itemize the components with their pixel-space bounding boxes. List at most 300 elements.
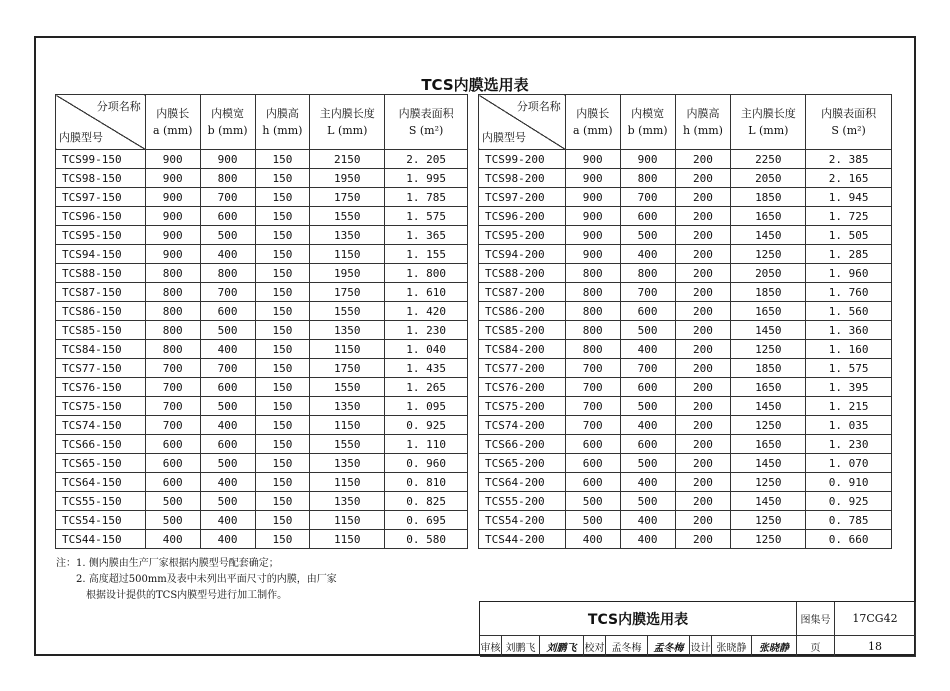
value-cell: 1150	[310, 416, 385, 435]
value-cell: 150	[255, 264, 310, 283]
table-row	[56, 492, 468, 511]
reviewer-name: 刘鹏飞	[502, 636, 540, 657]
value-cell: 1. 070	[806, 454, 892, 473]
value-cell: 600	[565, 454, 620, 473]
value-cell: 700	[145, 359, 200, 378]
model-cell: TCS65-150	[56, 454, 146, 473]
value-cell: 200	[675, 169, 731, 188]
table-title: TCS内膜选用表	[421, 76, 529, 94]
diagonal-header-cell	[479, 95, 566, 150]
value-cell: 400	[200, 473, 255, 492]
value-cell: 800	[565, 302, 620, 321]
value-cell: 200	[675, 530, 731, 549]
value-cell: 0. 580	[385, 530, 468, 549]
model-cell: TCS75-200	[479, 397, 566, 416]
model-cell: TCS95-150	[56, 226, 146, 245]
title-block	[479, 601, 915, 656]
value-cell: 1350	[310, 321, 385, 340]
value-cell: 1850	[731, 283, 806, 302]
column-header-name: 内膜长	[576, 107, 610, 120]
model-label: 内膜型号	[482, 131, 526, 144]
value-cell: 500	[620, 454, 675, 473]
value-cell: 900	[145, 226, 200, 245]
value-cell: 700	[620, 283, 675, 302]
model-cell: TCS86-200	[479, 302, 566, 321]
model-cell: TCS44-200	[479, 530, 566, 549]
value-cell: 1. 505	[806, 226, 892, 245]
value-cell: 800	[620, 169, 675, 188]
value-cell: 500	[620, 226, 675, 245]
value-cell: 700	[565, 378, 620, 397]
table-row	[479, 454, 892, 473]
value-cell: 1450	[731, 454, 806, 473]
table-row	[56, 150, 468, 169]
model-cell: TCS96-200	[479, 207, 566, 226]
value-cell: 900	[565, 169, 620, 188]
value-cell: 200	[675, 188, 731, 207]
value-cell: 200	[675, 435, 731, 454]
value-cell: 150	[255, 492, 310, 511]
value-cell: 1650	[731, 302, 806, 321]
value-cell: 500	[200, 397, 255, 416]
value-cell: 1950	[310, 264, 385, 283]
model-cell: TCS55-200	[479, 492, 566, 511]
value-cell: 400	[565, 530, 620, 549]
model-cell: TCS77-150	[56, 359, 146, 378]
value-cell: 800	[620, 264, 675, 283]
value-cell: 1550	[310, 302, 385, 321]
column-header-name: 内模宽	[631, 107, 665, 120]
model-cell: TCS74-150	[56, 416, 146, 435]
value-cell: 1350	[310, 454, 385, 473]
column-header-unit: S (m²)	[408, 124, 444, 137]
value-cell: 1. 785	[385, 188, 468, 207]
model-cell: TCS98-200	[479, 169, 566, 188]
value-cell: 1650	[731, 207, 806, 226]
value-cell: 150	[255, 378, 310, 397]
value-cell: 1. 095	[385, 397, 468, 416]
value-cell: 0. 925	[806, 492, 892, 511]
value-cell: 150	[255, 226, 310, 245]
value-cell: 150	[255, 207, 310, 226]
value-cell: 1. 725	[806, 207, 892, 226]
value-cell: 900	[145, 169, 200, 188]
value-cell: 1650	[731, 378, 806, 397]
design-label: 设计	[690, 636, 712, 657]
value-cell: 150	[255, 302, 310, 321]
table-row	[56, 226, 468, 245]
value-cell: 1. 960	[806, 264, 892, 283]
column-header	[731, 95, 806, 150]
checker-name: 孟冬梅	[606, 636, 648, 657]
table-row	[479, 473, 892, 492]
column-header-unit: L (mm)	[327, 124, 368, 137]
value-cell: 800	[200, 264, 255, 283]
value-cell: 1450	[731, 226, 806, 245]
value-cell: 200	[675, 207, 731, 226]
value-cell: 200	[675, 454, 731, 473]
value-cell: 1250	[731, 473, 806, 492]
table-row	[56, 473, 468, 492]
model-cell: TCS85-200	[479, 321, 566, 340]
value-cell: 150	[255, 511, 310, 530]
header-row	[479, 95, 892, 150]
value-cell: 900	[145, 188, 200, 207]
table-row	[479, 378, 892, 397]
value-cell: 800	[565, 283, 620, 302]
value-cell: 400	[200, 511, 255, 530]
value-cell: 0. 960	[385, 454, 468, 473]
value-cell: 600	[620, 302, 675, 321]
value-cell: 900	[565, 226, 620, 245]
page-number: 18	[835, 636, 916, 657]
table-row	[56, 530, 468, 549]
value-cell: 400	[620, 340, 675, 359]
table-row	[479, 416, 892, 435]
value-cell: 700	[145, 397, 200, 416]
column-header-unit: a (mm)	[572, 124, 613, 137]
column-header-unit: b (mm)	[627, 124, 668, 137]
notes	[56, 556, 337, 604]
check-label: 校对	[584, 636, 606, 657]
value-cell: 800	[145, 283, 200, 302]
review-label: 审核	[480, 636, 502, 657]
value-cell: 700	[565, 359, 620, 378]
value-cell: 1. 435	[385, 359, 468, 378]
value-cell: 600	[145, 435, 200, 454]
column-header	[200, 95, 255, 150]
table-row	[56, 378, 468, 397]
value-cell: 0. 925	[385, 416, 468, 435]
value-cell: 150	[255, 188, 310, 207]
value-cell: 800	[565, 264, 620, 283]
value-cell: 1250	[731, 416, 806, 435]
value-cell: 600	[145, 473, 200, 492]
value-cell: 1150	[310, 245, 385, 264]
column-header-name: 内膜高	[265, 107, 299, 120]
value-cell: 500	[620, 492, 675, 511]
value-cell: 150	[255, 169, 310, 188]
column-header-name: 内膜表面积	[821, 107, 877, 120]
table-row	[56, 302, 468, 321]
value-cell: 400	[620, 473, 675, 492]
value-cell: 200	[675, 397, 731, 416]
model-cell: TCS99-150	[56, 150, 146, 169]
model-cell: TCS74-200	[479, 416, 566, 435]
column-header	[385, 95, 468, 150]
value-cell: 150	[255, 435, 310, 454]
value-cell: 0. 810	[385, 473, 468, 492]
value-cell: 900	[565, 207, 620, 226]
model-cell: TCS66-200	[479, 435, 566, 454]
table-row	[479, 169, 892, 188]
value-cell: 400	[620, 245, 675, 264]
value-cell: 700	[565, 416, 620, 435]
column-header-name: 内膜长	[156, 107, 190, 120]
value-cell: 500	[200, 321, 255, 340]
column-header-unit: h (mm)	[682, 124, 723, 137]
value-cell: 800	[145, 321, 200, 340]
value-cell: 200	[675, 473, 731, 492]
table-row	[479, 530, 892, 549]
table-row	[56, 245, 468, 264]
model-cell: TCS85-150	[56, 321, 146, 340]
table-row	[56, 169, 468, 188]
value-cell: 1250	[731, 530, 806, 549]
value-cell: 1250	[731, 245, 806, 264]
table-row	[56, 511, 468, 530]
value-cell: 800	[200, 169, 255, 188]
value-cell: 150	[255, 150, 310, 169]
value-cell: 1250	[731, 511, 806, 530]
value-cell: 1450	[731, 321, 806, 340]
value-cell: 700	[200, 283, 255, 302]
value-cell: 900	[200, 150, 255, 169]
column-header-unit: L (mm)	[748, 124, 789, 137]
column-header-unit: b (mm)	[207, 124, 248, 137]
value-cell: 150	[255, 245, 310, 264]
value-cell: 500	[200, 454, 255, 473]
value-cell: 500	[565, 492, 620, 511]
value-cell: 600	[200, 378, 255, 397]
value-cell: 1150	[310, 530, 385, 549]
model-cell: TCS88-150	[56, 264, 146, 283]
model-cell: TCS87-200	[479, 283, 566, 302]
table-row	[479, 435, 892, 454]
value-cell: 700	[200, 188, 255, 207]
value-cell: 1650	[731, 435, 806, 454]
reviewer-signature: 刘鹏飞	[540, 636, 584, 657]
value-cell: 400	[200, 245, 255, 264]
value-cell: 1. 155	[385, 245, 468, 264]
value-cell: 0. 695	[385, 511, 468, 530]
table-row	[479, 511, 892, 530]
value-cell: 2. 205	[385, 150, 468, 169]
left-spec-table	[55, 94, 468, 549]
model-cell: TCS88-200	[479, 264, 566, 283]
value-cell: 1150	[310, 473, 385, 492]
column-header	[565, 95, 620, 150]
value-cell: 700	[145, 378, 200, 397]
table-row	[56, 416, 468, 435]
value-cell: 200	[675, 245, 731, 264]
table-row	[479, 150, 892, 169]
value-cell: 1950	[310, 169, 385, 188]
value-cell: 1. 230	[385, 321, 468, 340]
value-cell: 2050	[731, 264, 806, 283]
value-cell: 800	[565, 321, 620, 340]
value-cell: 0. 910	[806, 473, 892, 492]
value-cell: 200	[675, 264, 731, 283]
table-row	[479, 340, 892, 359]
designer-name: 张晓静	[712, 636, 752, 657]
model-cell: TCS76-150	[56, 378, 146, 397]
value-cell: 1550	[310, 378, 385, 397]
model-cell: TCS86-150	[56, 302, 146, 321]
table-row	[56, 454, 468, 473]
value-cell: 900	[620, 150, 675, 169]
value-cell: 1. 110	[385, 435, 468, 454]
value-cell: 1550	[310, 207, 385, 226]
value-cell: 150	[255, 454, 310, 473]
column-header	[806, 95, 892, 150]
model-cell: TCS94-200	[479, 245, 566, 264]
value-cell: 700	[620, 188, 675, 207]
value-cell: 700	[620, 359, 675, 378]
value-cell: 200	[675, 416, 731, 435]
value-cell: 1350	[310, 397, 385, 416]
column-header-name: 内模宽	[211, 107, 245, 120]
value-cell: 150	[255, 416, 310, 435]
right-spec-table	[478, 94, 892, 549]
value-cell: 500	[565, 511, 620, 530]
value-cell: 900	[565, 245, 620, 264]
table-row	[56, 207, 468, 226]
value-cell: 900	[145, 245, 200, 264]
value-cell: 900	[565, 150, 620, 169]
atlas-label: 图集号	[797, 602, 835, 636]
value-cell: 1750	[310, 188, 385, 207]
value-cell: 900	[145, 150, 200, 169]
value-cell: 1750	[310, 359, 385, 378]
designer-signature: 张晓静	[752, 636, 797, 657]
model-cell: TCS84-150	[56, 340, 146, 359]
column-header-name: 主内膜长度	[740, 107, 796, 120]
model-cell: TCS54-150	[56, 511, 146, 530]
model-cell: TCS84-200	[479, 340, 566, 359]
value-cell: 600	[620, 207, 675, 226]
model-cell: TCS55-150	[56, 492, 146, 511]
value-cell: 1750	[310, 283, 385, 302]
value-cell: 700	[565, 397, 620, 416]
value-cell: 200	[675, 150, 731, 169]
table-row	[479, 397, 892, 416]
value-cell: 1. 760	[806, 283, 892, 302]
value-cell: 1. 575	[385, 207, 468, 226]
value-cell: 1450	[731, 492, 806, 511]
value-cell: 1. 610	[385, 283, 468, 302]
value-cell: 150	[255, 359, 310, 378]
value-cell: 200	[675, 492, 731, 511]
table-row	[56, 188, 468, 207]
column-header-name: 内膜高	[686, 107, 720, 120]
value-cell: 600	[200, 435, 255, 454]
value-cell: 1. 230	[806, 435, 892, 454]
table-row	[479, 359, 892, 378]
value-cell: 800	[145, 302, 200, 321]
value-cell: 150	[255, 340, 310, 359]
model-cell: TCS65-200	[479, 454, 566, 473]
model-cell: TCS94-150	[56, 245, 146, 264]
value-cell: 150	[255, 397, 310, 416]
table-row	[56, 435, 468, 454]
column-header-unit: S (m²)	[831, 124, 866, 137]
column-header	[255, 95, 310, 150]
model-cell: TCS64-200	[479, 473, 566, 492]
value-cell: 150	[255, 283, 310, 302]
atlas-number: 17CG42	[835, 602, 916, 636]
value-cell: 1350	[310, 226, 385, 245]
note-line: 根据设计提供的TCS内膜型号进行加工制作。	[56, 590, 288, 601]
model-cell: TCS87-150	[56, 283, 146, 302]
value-cell: 1450	[731, 397, 806, 416]
value-cell: 1. 035	[806, 416, 892, 435]
table-row	[56, 359, 468, 378]
value-cell: 1. 040	[385, 340, 468, 359]
value-cell: 1550	[310, 435, 385, 454]
model-cell: TCS99-200	[479, 150, 566, 169]
column-header	[675, 95, 731, 150]
item-name-label: 分项名称	[96, 100, 141, 113]
value-cell: 400	[200, 416, 255, 435]
model-cell: TCS96-150	[56, 207, 146, 226]
column-header-unit: h (mm)	[262, 124, 303, 137]
model-cell: TCS75-150	[56, 397, 146, 416]
value-cell: 500	[145, 492, 200, 511]
table-row	[56, 340, 468, 359]
table-row	[479, 245, 892, 264]
value-cell: 900	[145, 207, 200, 226]
value-cell: 600	[565, 435, 620, 454]
value-cell: 400	[200, 340, 255, 359]
value-cell: 700	[200, 359, 255, 378]
page-label: 页	[797, 636, 835, 657]
value-cell: 500	[620, 321, 675, 340]
table-row	[479, 188, 892, 207]
title-block-title: TCS内膜选用表	[480, 602, 797, 636]
value-cell: 1. 265	[385, 378, 468, 397]
model-cell: TCS54-200	[479, 511, 566, 530]
value-cell: 900	[565, 188, 620, 207]
value-cell: 2. 385	[806, 150, 892, 169]
value-cell: 600	[565, 473, 620, 492]
value-cell: 200	[675, 283, 731, 302]
value-cell: 1. 945	[806, 188, 892, 207]
value-cell: 400	[145, 530, 200, 549]
table-row	[479, 302, 892, 321]
model-cell: TCS77-200	[479, 359, 566, 378]
value-cell: 1. 360	[806, 321, 892, 340]
column-header-name: 主内膜长度	[319, 107, 375, 120]
column-header-name: 内膜表面积	[398, 107, 454, 120]
value-cell: 200	[675, 378, 731, 397]
value-cell: 600	[200, 302, 255, 321]
checker-signature: 孟冬梅	[648, 636, 690, 657]
table-row	[479, 492, 892, 511]
value-cell: 400	[620, 511, 675, 530]
column-header	[310, 95, 385, 150]
value-cell: 1. 285	[806, 245, 892, 264]
table-row	[479, 226, 892, 245]
model-cell: TCS98-150	[56, 169, 146, 188]
value-cell: 1250	[731, 340, 806, 359]
value-cell: 2250	[731, 150, 806, 169]
value-cell: 150	[255, 530, 310, 549]
value-cell: 400	[200, 530, 255, 549]
value-cell: 200	[675, 226, 731, 245]
diagonal-header-cell	[56, 95, 146, 150]
table-row	[479, 264, 892, 283]
table-row	[479, 321, 892, 340]
value-cell: 1. 215	[806, 397, 892, 416]
table-row	[56, 283, 468, 302]
value-cell: 200	[675, 340, 731, 359]
value-cell: 1. 160	[806, 340, 892, 359]
value-cell: 1150	[310, 340, 385, 359]
value-cell: 1350	[310, 492, 385, 511]
value-cell: 1. 575	[806, 359, 892, 378]
value-cell: 1. 395	[806, 378, 892, 397]
